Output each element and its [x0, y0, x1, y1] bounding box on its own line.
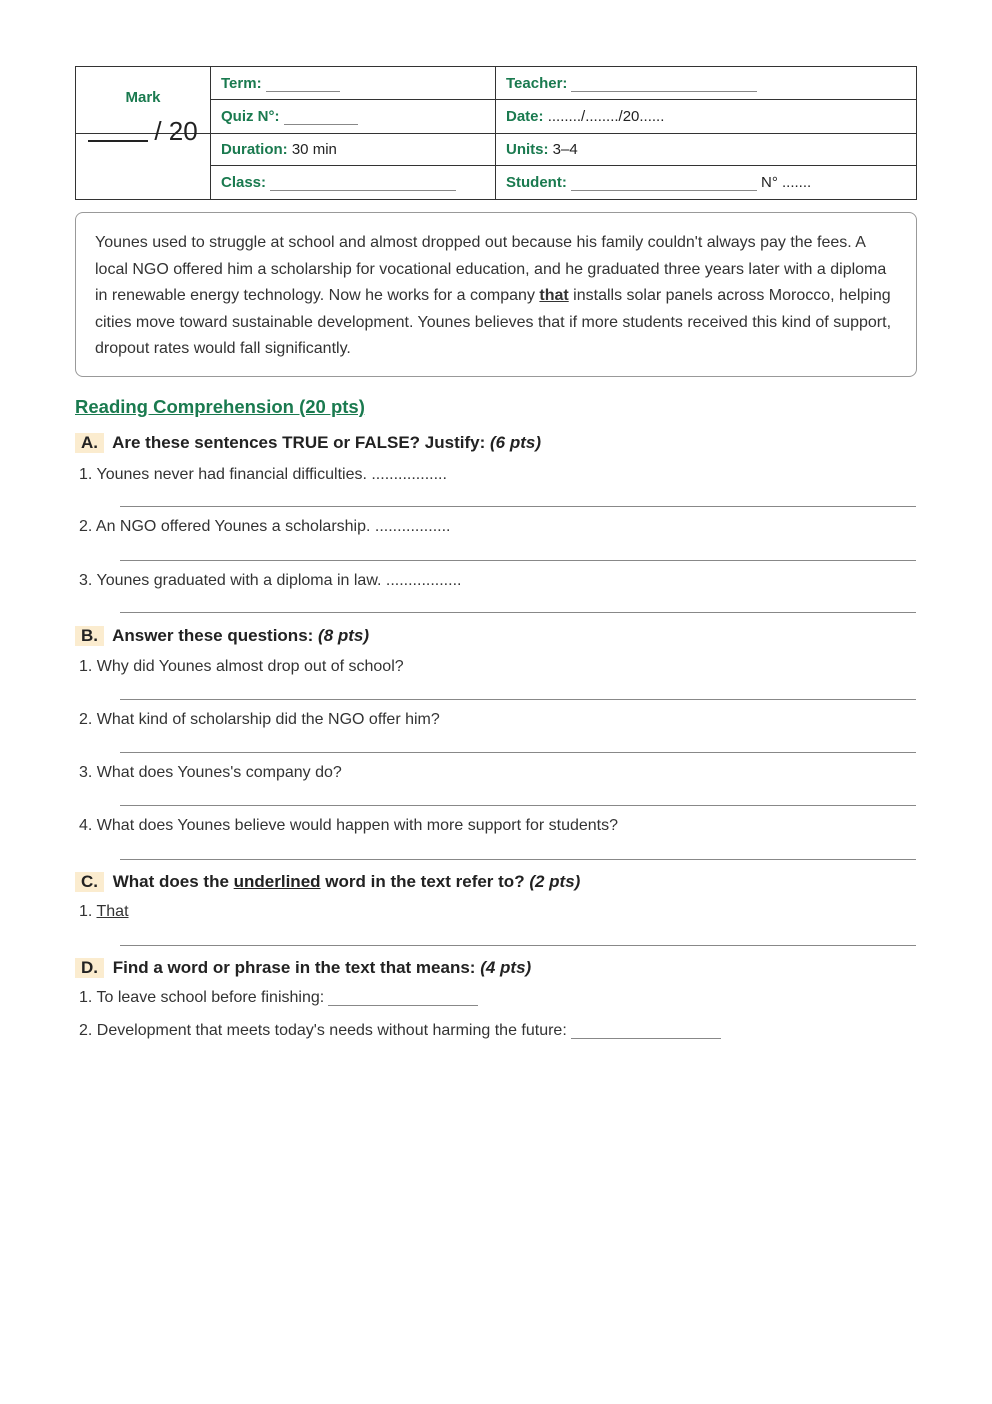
part-b-answer-line-3[interactable] — [120, 805, 916, 806]
passage-text-1: Younes used to struggle at school and almost dropped out because his family couldn't always pay the fees. A local NGO offered him a scholarship for vocational education, and he graduated three years later with a diploma in renewable energy technology. Now he works for a company — [95, 234, 887, 304]
part-c-title-pre: What does the — [112, 872, 229, 891]
quiz-number-cell — [211, 100, 496, 133]
part-c-answer-line-1[interactable] — [120, 945, 916, 946]
teacher-field[interactable] — [571, 91, 757, 92]
mark-blank[interactable] — [88, 140, 148, 142]
class-label: Class: — [221, 173, 267, 191]
term-label: Term: — [221, 74, 262, 92]
part-b-answer-line-1[interactable] — [120, 699, 916, 700]
part-a-points: (6 pts) — [489, 433, 541, 452]
duration-label: Duration: — [221, 140, 288, 158]
part-d-item-2 — [79, 1022, 721, 1040]
part-d-title: Find a word or phrase in the text that means: — [112, 958, 476, 977]
quiz-header-table — [75, 66, 917, 200]
date-value[interactable]: ......../......../20...... — [547, 107, 665, 125]
part-a-heading — [75, 433, 541, 453]
part-c-item-word: That — [96, 903, 129, 920]
part-c-title-underlined: underlined — [233, 872, 321, 891]
part-b-points: (8 pts) — [318, 626, 370, 645]
term-field[interactable] — [266, 91, 340, 92]
part-a-letter: A. — [75, 433, 104, 453]
quiz-number-label: Quiz N°: — [221, 107, 280, 125]
part-b-item-1: 1. Why did Younes almost drop out of school? — [79, 658, 404, 675]
passage-underlined-word: that — [539, 287, 569, 304]
part-b-letter: B. — [75, 626, 104, 646]
units-cell — [496, 133, 917, 165]
mark-label: Mark — [125, 89, 161, 107]
mark-score-cell — [76, 115, 211, 200]
date-cell — [496, 100, 917, 133]
student-cell — [496, 165, 917, 199]
part-a-item-1: 1. Younes never had financial difficulties. ................. — [79, 466, 447, 483]
mark-score: / 20 — [154, 115, 198, 146]
part-b-item-4: 4. What does Younes believe would happen with more support for students? — [79, 817, 619, 834]
part-b-item-2: 2. What kind of scholarship did the NGO offer him? — [79, 711, 440, 728]
part-c-letter: C. — [75, 872, 104, 892]
part-a-answer-line-1[interactable] — [120, 506, 916, 507]
student-field[interactable] — [571, 190, 757, 191]
part-c-title-post: word in the text refer to? — [325, 872, 525, 891]
term-cell — [211, 67, 496, 100]
part-c-heading — [75, 872, 580, 892]
part-c-points: (2 pts) — [529, 872, 581, 891]
class-field[interactable] — [270, 190, 456, 191]
duration-value: 30 min — [291, 140, 337, 158]
passage-text-2: installs solar panels across Morocco, helping cities move toward sustainable development. Younes believes that if more students received this kind of support, dropout rates would fall significantly. — [95, 287, 892, 357]
part-d-answer-blank-1[interactable] — [328, 1005, 478, 1006]
student-label: Student: — [506, 173, 567, 191]
part-d-points: (4 pts) — [480, 958, 532, 977]
date-label: Date: — [506, 107, 544, 125]
part-a-item-2: 2. An NGO offered Younes a scholarship. ................. — [79, 518, 451, 535]
part-d-answer-blank-2[interactable] — [571, 1038, 721, 1039]
part-b-item-3: 3. What does Younes's company do? — [79, 764, 342, 781]
teacher-label: Teacher: — [506, 74, 568, 92]
part-d-letter: D. — [75, 958, 104, 978]
part-a-item-3: 3. Younes graduated with a diploma in law. ................. — [79, 572, 462, 589]
part-d-item-1 — [79, 989, 478, 1007]
units-value: 3–4 — [552, 140, 578, 158]
class-cell — [211, 165, 496, 199]
part-c-item-number: 1. — [79, 903, 93, 920]
part-b-title: Answer these questions: — [112, 626, 314, 645]
part-d-heading — [75, 958, 531, 978]
units-label: Units: — [506, 140, 549, 158]
part-a-answer-line-2[interactable] — [120, 560, 916, 561]
duration-cell — [211, 133, 496, 165]
part-a-answer-line-3[interactable] — [120, 612, 916, 613]
quiz-number-field[interactable] — [284, 124, 358, 125]
student-number[interactable]: N° ....... — [761, 173, 812, 191]
part-c-item-1 — [79, 903, 129, 921]
part-b-answer-line-4[interactable] — [120, 859, 916, 860]
part-d-item-2-text: 2. Development that meets today's needs without harming the future: — [79, 1022, 567, 1039]
part-b-answer-line-2[interactable] — [120, 752, 916, 753]
part-a-title: Are these sentences TRUE or FALSE? Justify: — [112, 433, 486, 452]
part-d-item-1-text: 1. To leave school before finishing: — [79, 989, 325, 1006]
teacher-cell — [496, 67, 917, 100]
reading-passage — [75, 212, 917, 377]
part-b-heading — [75, 626, 369, 646]
section-title: Reading Comprehension (20 pts) — [75, 396, 365, 417]
